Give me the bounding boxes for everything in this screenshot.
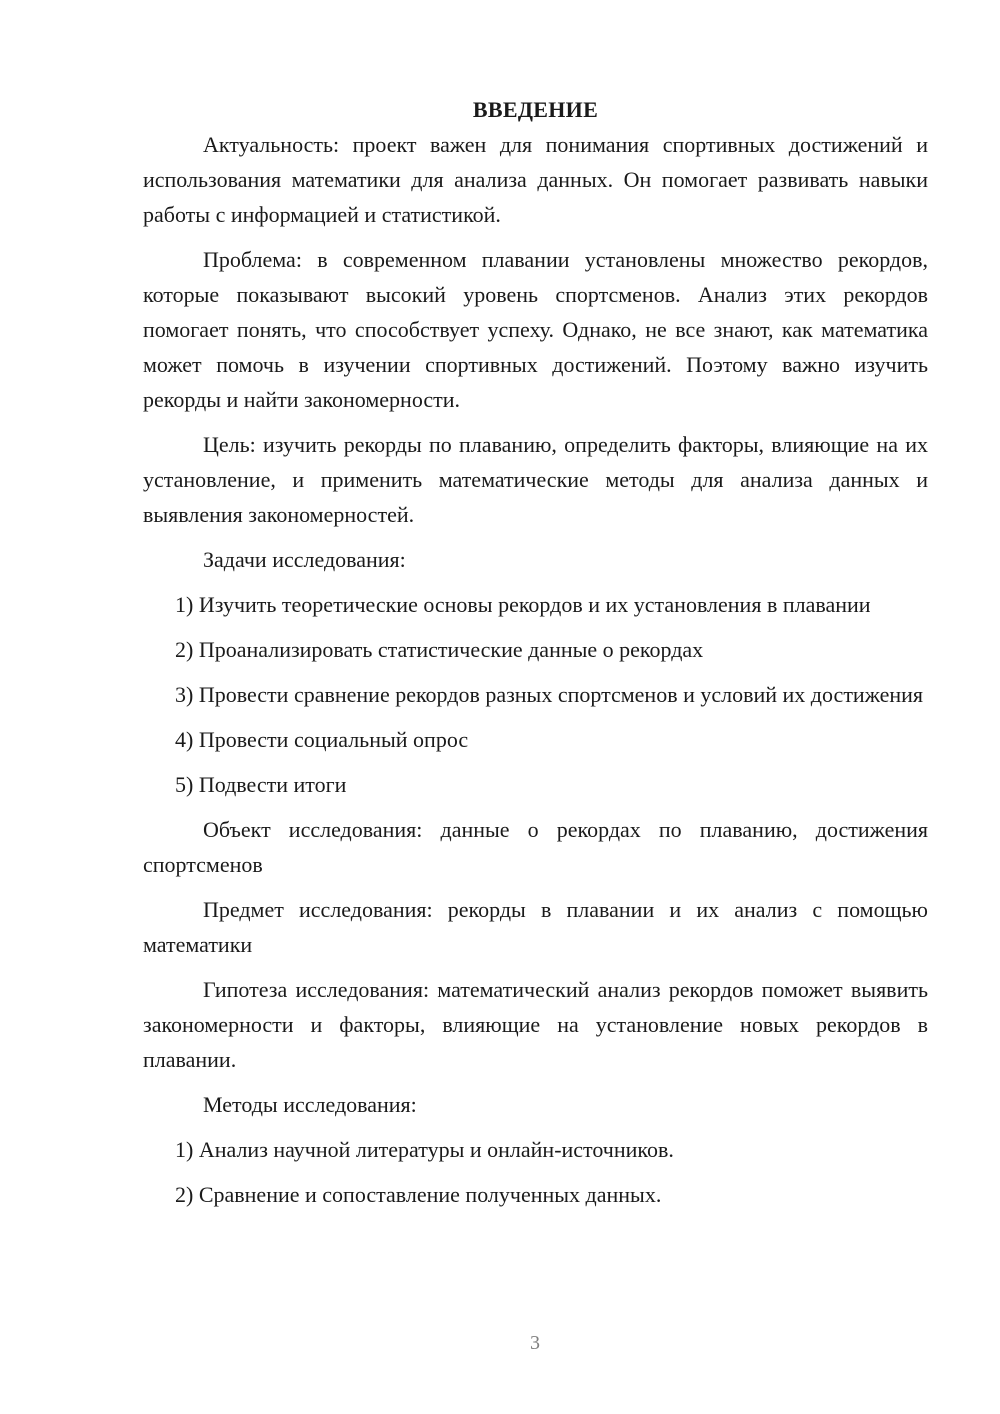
subject-paragraph: Предмет исследования: рекорды в плавании и их анализ с помощью математики [143,897,928,957]
section-title: ВВЕДЕНИЕ [472,97,599,122]
task-item: 2) Проанализировать статистические данные о рекордах [175,637,704,662]
tasks-heading: Задачи исследования: [203,547,406,572]
goal-paragraph: Цель: изучить рекорды по плаванию, определить факторы, влияющие на их установление, и применить математические методы для анализа данных и выявления закономерностей. [143,432,928,527]
methods-heading: Методы исследования: [203,1092,417,1117]
page-number: 3 [530,1332,540,1354]
relevance-paragraph: Актуальность: проект важен для понимания спортивных достижений и использования математики для анализа данных. Он помогает развивать навыки работы с информацией и статистикой. [143,132,928,227]
task-item: 3) Провести сравнение рекордов разных спортсменов и условий их достижения [175,682,924,707]
task-item: 1) Изучить теоретические основы рекордов и их установления в плавании [175,592,871,617]
document-page [143,92,928,1212]
problem-paragraph: Проблема: в современном плавании установлены множество рекордов, которые показывают высокий уровень спортсменов. Анализ этих рекордов помогает понять, что способствует успеху. Однако, не все знают, как математика может помочь в изучении спортивных достижений. Поэтому важно изучить рекорды и найти закономерности. [143,247,928,412]
task-item: 5) Подвести итоги [175,772,347,797]
object-paragraph: Объект исследования: данные о рекордах по плаванию, достижения спортсменов [143,817,928,877]
task-item: 4) Провести социальный опрос [175,727,469,752]
method-item: 1) Анализ научной литературы и онлайн-источников. [175,1137,674,1162]
method-item: 2) Сравнение и сопоставление полученных данных. [175,1182,662,1207]
hypothesis-paragraph: Гипотеза исследования: математический анализ рекордов поможет выявить закономерности и факторы, влияющие на установление новых рекордов в плавании. [143,977,928,1072]
